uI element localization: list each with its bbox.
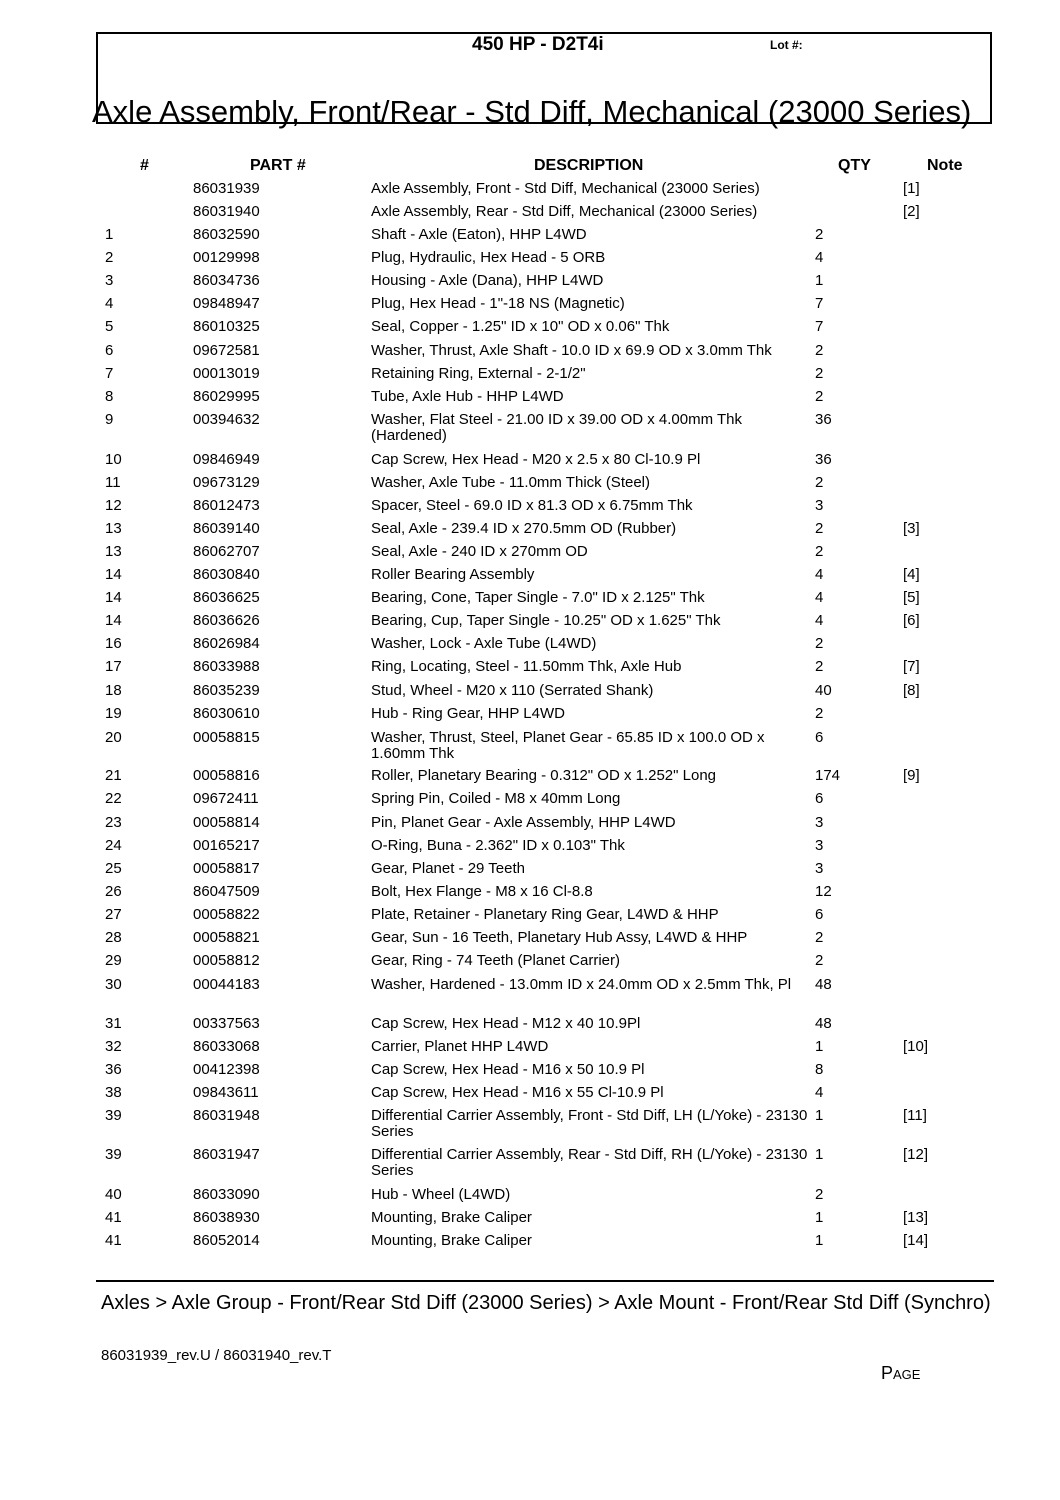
part-description: Bearing, Cup, Taper Single - 10.25" OD x 1.625" Thk	[371, 612, 721, 629]
part-description: Hub - Wheel (L4WD)	[371, 1186, 511, 1203]
part-quantity: 4	[815, 612, 824, 629]
part-quantity: 3	[815, 497, 824, 514]
part-number: 86031947	[193, 1146, 260, 1163]
part-description: Differential Carrier Assembly, Rear - Std Diff, RH (L/Yoke) - 23130 Series	[371, 1146, 808, 1179]
part-quantity: 2	[815, 474, 824, 491]
part-note: [6]	[903, 612, 920, 629]
part-quantity: 36	[815, 451, 832, 468]
part-number: 00044183	[193, 976, 260, 993]
part-note: [2]	[903, 203, 920, 220]
row-number: 11	[105, 474, 121, 491]
part-number: 86026984	[193, 635, 260, 652]
row-number: 13	[105, 543, 122, 560]
part-description: Cap Screw, Hex Head - M20 x 2.5 x 80 Cl-10.9 Pl	[371, 451, 701, 468]
part-description: Retaining Ring, External - 2-1/2"	[371, 365, 586, 382]
part-number: 86038930	[193, 1209, 260, 1226]
footer-divider	[96, 1280, 994, 1282]
part-quantity: 48	[815, 1015, 832, 1032]
row-number: 3	[105, 272, 114, 289]
part-quantity: 8	[815, 1061, 824, 1078]
part-number: 00013019	[193, 365, 260, 382]
part-quantity: 174	[815, 767, 841, 784]
part-description: Washer, Axle Tube - 11.0mm Thick (Steel)	[371, 474, 650, 491]
part-number: 86034736	[193, 272, 260, 289]
part-number: 86029995	[193, 388, 260, 405]
part-description: Plug, Hex Head - 1"-18 NS (Magnetic)	[371, 295, 625, 312]
model-label: 450 HP - D2T4i	[472, 34, 604, 55]
part-quantity: 2	[815, 520, 824, 537]
column-header-part: PART #	[250, 157, 306, 174]
part-description: Mounting, Brake Caliper	[371, 1209, 532, 1226]
breadcrumb: Axles > Axle Group - Front/Rear Std Diff (23000 Series) > Axle Mount - Front/Rear Std Diff (Synchro)	[101, 1292, 991, 1314]
row-number: 29	[105, 952, 122, 969]
part-description: Plug, Hydraulic, Hex Head - 5 ORB	[371, 249, 606, 266]
part-description: Seal, Axle - 240 ID x 270mm OD	[371, 543, 588, 560]
row-number: 20	[105, 729, 122, 746]
part-number: 86047509	[193, 883, 260, 900]
part-description: Gear, Sun - 16 Teeth, Planetary Hub Assy, L4WD & HHP	[371, 929, 748, 946]
row-number: 36	[105, 1061, 122, 1078]
part-description: Gear, Planet - 29 Teeth	[371, 860, 525, 877]
row-number: 8	[105, 388, 114, 405]
part-note: [12]	[903, 1146, 929, 1163]
part-number: 86039140	[193, 520, 260, 537]
part-description: Plate, Retainer - Planetary Ring Gear, L4WD & HHP	[371, 906, 719, 923]
part-quantity: 3	[815, 837, 824, 854]
part-number: 86052014	[193, 1232, 260, 1249]
part-number: 09846949	[193, 451, 260, 468]
row-number: 17	[105, 658, 122, 675]
row-number: 31	[105, 1015, 122, 1032]
part-number: 00394632	[193, 411, 260, 428]
part-number: 86033068	[193, 1038, 260, 1055]
part-description: Tube, Axle Hub - HHP L4WD	[371, 388, 564, 405]
part-description: Cap Screw, Hex Head - M12 x 40 10.9Pl	[371, 1015, 641, 1032]
part-note: [3]	[903, 520, 920, 537]
part-description: Mounting, Brake Caliper	[371, 1232, 532, 1249]
part-number: 00165217	[193, 837, 260, 854]
part-description: Differential Carrier Assembly, Front - Std Diff, LH (L/Yoke) - 23130 Series	[371, 1107, 808, 1140]
part-quantity: 12	[815, 883, 832, 900]
part-description: Axle Assembly, Front - Std Diff, Mechanical (23000 Series)	[371, 180, 760, 197]
row-number: 7	[105, 365, 114, 382]
row-number: 41	[105, 1209, 122, 1226]
row-number: 26	[105, 883, 122, 900]
part-description: Cap Screw, Hex Head - M16 x 50 10.9 Pl	[371, 1061, 645, 1078]
row-number: 1	[105, 226, 114, 243]
part-quantity: 2	[815, 365, 824, 382]
part-quantity: 2	[815, 543, 824, 560]
row-number: 19	[105, 705, 122, 722]
part-number: 00058821	[193, 929, 260, 946]
column-header-qty: QTY	[838, 157, 871, 174]
row-number: 22	[105, 790, 122, 807]
part-description: Seal, Axle - 239.4 ID x 270.5mm OD (Rubber)	[371, 520, 677, 537]
part-description: Washer, Thrust, Steel, Planet Gear - 65.85 ID x 100.0 OD x 1.60mm Thk	[371, 729, 765, 762]
part-note: [1]	[903, 180, 920, 197]
part-number: 00129998	[193, 249, 260, 266]
part-number: 86031939	[193, 180, 260, 197]
row-number: 4	[105, 295, 114, 312]
part-description: Carrier, Planet HHP L4WD	[371, 1038, 549, 1055]
part-number: 86030610	[193, 705, 260, 722]
row-number: 41	[105, 1232, 122, 1249]
part-quantity: 4	[815, 249, 824, 266]
row-number: 13	[105, 520, 122, 537]
row-number: 21	[105, 767, 122, 784]
part-number: 00412398	[193, 1061, 260, 1078]
part-number: 86033988	[193, 658, 260, 675]
part-note: [11]	[903, 1107, 927, 1124]
part-description: Ring, Locating, Steel - 11.50mm Thk, Axle Hub	[371, 658, 682, 675]
part-description: Gear, Ring - 74 Teeth (Planet Carrier)	[371, 952, 621, 969]
row-number: 32	[105, 1038, 122, 1055]
part-description: Hub - Ring Gear, HHP L4WD	[371, 705, 565, 722]
part-quantity: 1	[815, 272, 824, 289]
part-number: 86031948	[193, 1107, 260, 1124]
part-description: Washer, Hardened - 13.0mm ID x 24.0mm OD x 2.5mm Thk, Pl	[371, 976, 792, 993]
row-number: 24	[105, 837, 122, 854]
row-number: 23	[105, 814, 122, 831]
row-number: 28	[105, 929, 122, 946]
part-quantity: 2	[815, 1186, 824, 1203]
part-description: Washer, Flat Steel - 21.00 ID x 39.00 OD x 4.00mm Thk (Hardened)	[371, 411, 742, 444]
part-quantity: 4	[815, 1084, 824, 1101]
part-number: 86036625	[193, 589, 260, 606]
part-description: Seal, Copper - 1.25" ID x 10" OD x 0.06" Thk	[371, 318, 670, 335]
row-number: 39	[105, 1107, 122, 1124]
part-quantity: 3	[815, 860, 824, 877]
part-number: 00058817	[193, 860, 260, 877]
part-quantity: 3	[815, 814, 824, 831]
part-quantity: 1	[815, 1209, 824, 1226]
part-note: [13]	[903, 1209, 929, 1226]
row-number: 25	[105, 860, 122, 877]
part-number: 00058815	[193, 729, 260, 746]
part-quantity: 1	[815, 1038, 824, 1055]
part-number: 09672411	[193, 790, 259, 807]
part-number: 00058814	[193, 814, 260, 831]
part-number: 86030840	[193, 566, 260, 583]
row-number: 18	[105, 682, 122, 699]
part-quantity: 6	[815, 729, 824, 746]
part-quantity: 36	[815, 411, 832, 428]
part-number: 00058816	[193, 767, 260, 784]
part-number: 86012473	[193, 497, 260, 514]
part-description: Cap Screw, Hex Head - M16 x 55 Cl-10.9 Pl	[371, 1084, 664, 1101]
part-number: 00337563	[193, 1015, 260, 1032]
part-number: 86062707	[193, 543, 260, 560]
part-quantity: 6	[815, 906, 824, 923]
column-header-num: #	[140, 157, 149, 174]
part-description: Bearing, Cone, Taper Single - 7.0" ID x 2.125" Thk	[371, 589, 705, 606]
part-number: 00058822	[193, 906, 260, 923]
part-quantity: 4	[815, 566, 824, 583]
part-note: [5]	[903, 589, 920, 606]
row-number: 39	[105, 1146, 122, 1163]
part-number: 09843611	[193, 1084, 259, 1101]
lot-number-label: Lot #:	[770, 38, 803, 52]
part-description: Roller Bearing Assembly	[371, 566, 535, 583]
part-number: 86036626	[193, 612, 260, 629]
part-quantity: 2	[815, 658, 824, 675]
part-description: Roller, Planetary Bearing - 0.312" OD x 1.252" Long	[371, 767, 717, 784]
part-number: 86010325	[193, 318, 260, 335]
part-number: 09673129	[193, 474, 260, 491]
part-quantity: 2	[815, 705, 824, 722]
part-description: Shaft - Axle (Eaton), HHP L4WD	[371, 226, 587, 243]
part-description: Spring Pin, Coiled - M8 x 40mm Long	[371, 790, 621, 807]
row-number: 30	[105, 976, 122, 993]
part-quantity: 2	[815, 952, 824, 969]
row-number: 2	[105, 249, 114, 266]
part-quantity: 4	[815, 589, 824, 606]
part-description: Housing - Axle (Dana), HHP L4WD	[371, 272, 604, 289]
row-number: 14	[105, 589, 122, 606]
part-note: [14]	[903, 1232, 929, 1249]
part-quantity: 1	[815, 1232, 824, 1249]
part-description: Spacer, Steel - 69.0 ID x 81.3 OD x 6.75mm Thk	[371, 497, 693, 514]
part-number: 09848947	[193, 295, 260, 312]
row-number: 16	[105, 635, 122, 652]
revision-label: 86031939_rev.U / 86031940_rev.T	[101, 1347, 332, 1364]
row-number: 12	[105, 497, 122, 514]
part-description: Axle Assembly, Rear - Std Diff, Mechanical (23000 Series)	[371, 203, 758, 220]
part-note: [9]	[903, 767, 920, 784]
row-number: 10	[105, 451, 122, 468]
part-quantity: 2	[815, 635, 824, 652]
part-number: 86035239	[193, 682, 260, 699]
row-number: 40	[105, 1186, 122, 1203]
part-note: [10]	[903, 1038, 929, 1055]
row-number: 6	[105, 342, 114, 359]
page-title: Axle Assembly, Front/Rear - Std Diff, Mechanical (23000 Series)	[92, 94, 972, 129]
part-number: 00058812	[193, 952, 260, 969]
part-quantity: 1	[815, 1107, 824, 1124]
row-number: 9	[105, 411, 114, 428]
column-header-description: DESCRIPTION	[534, 157, 644, 174]
column-header-note: Note	[927, 157, 963, 174]
part-number: 86031940	[193, 203, 260, 220]
row-number: 38	[105, 1084, 122, 1101]
part-quantity: 6	[815, 790, 824, 807]
part-description: Washer, Thrust, Axle Shaft - 10.0 ID x 69.9 OD x 3.0mm Thk	[371, 342, 772, 359]
part-note: [7]	[903, 658, 920, 675]
row-number: 14	[105, 566, 122, 583]
part-quantity: 7	[815, 295, 824, 312]
page-label: Page	[881, 1363, 921, 1383]
part-description: Stud, Wheel - M20 x 110 (Serrated Shank)	[371, 682, 654, 699]
part-quantity: 7	[815, 318, 824, 335]
row-number: 14	[105, 612, 122, 629]
part-note: [8]	[903, 682, 920, 699]
row-number: 5	[105, 318, 114, 335]
part-quantity: 2	[815, 929, 824, 946]
part-note: [4]	[903, 566, 920, 583]
part-number: 86033090	[193, 1186, 260, 1203]
part-quantity: 2	[815, 388, 824, 405]
part-quantity: 1	[815, 1146, 824, 1163]
part-description: O-Ring, Buna - 2.362" ID x 0.103" Thk	[371, 837, 625, 854]
part-quantity: 2	[815, 342, 824, 359]
part-number: 86032590	[193, 226, 260, 243]
part-quantity: 48	[815, 976, 832, 993]
part-quantity: 40	[815, 682, 832, 699]
part-description: Washer, Lock - Axle Tube (L4WD)	[371, 635, 597, 652]
part-number: 09672581	[193, 342, 260, 359]
row-number: 27	[105, 906, 122, 923]
part-description: Bolt, Hex Flange - M8 x 16 Cl-8.8	[371, 883, 593, 900]
part-quantity: 2	[815, 226, 824, 243]
part-description: Pin, Planet Gear - Axle Assembly, HHP L4WD	[371, 814, 676, 831]
